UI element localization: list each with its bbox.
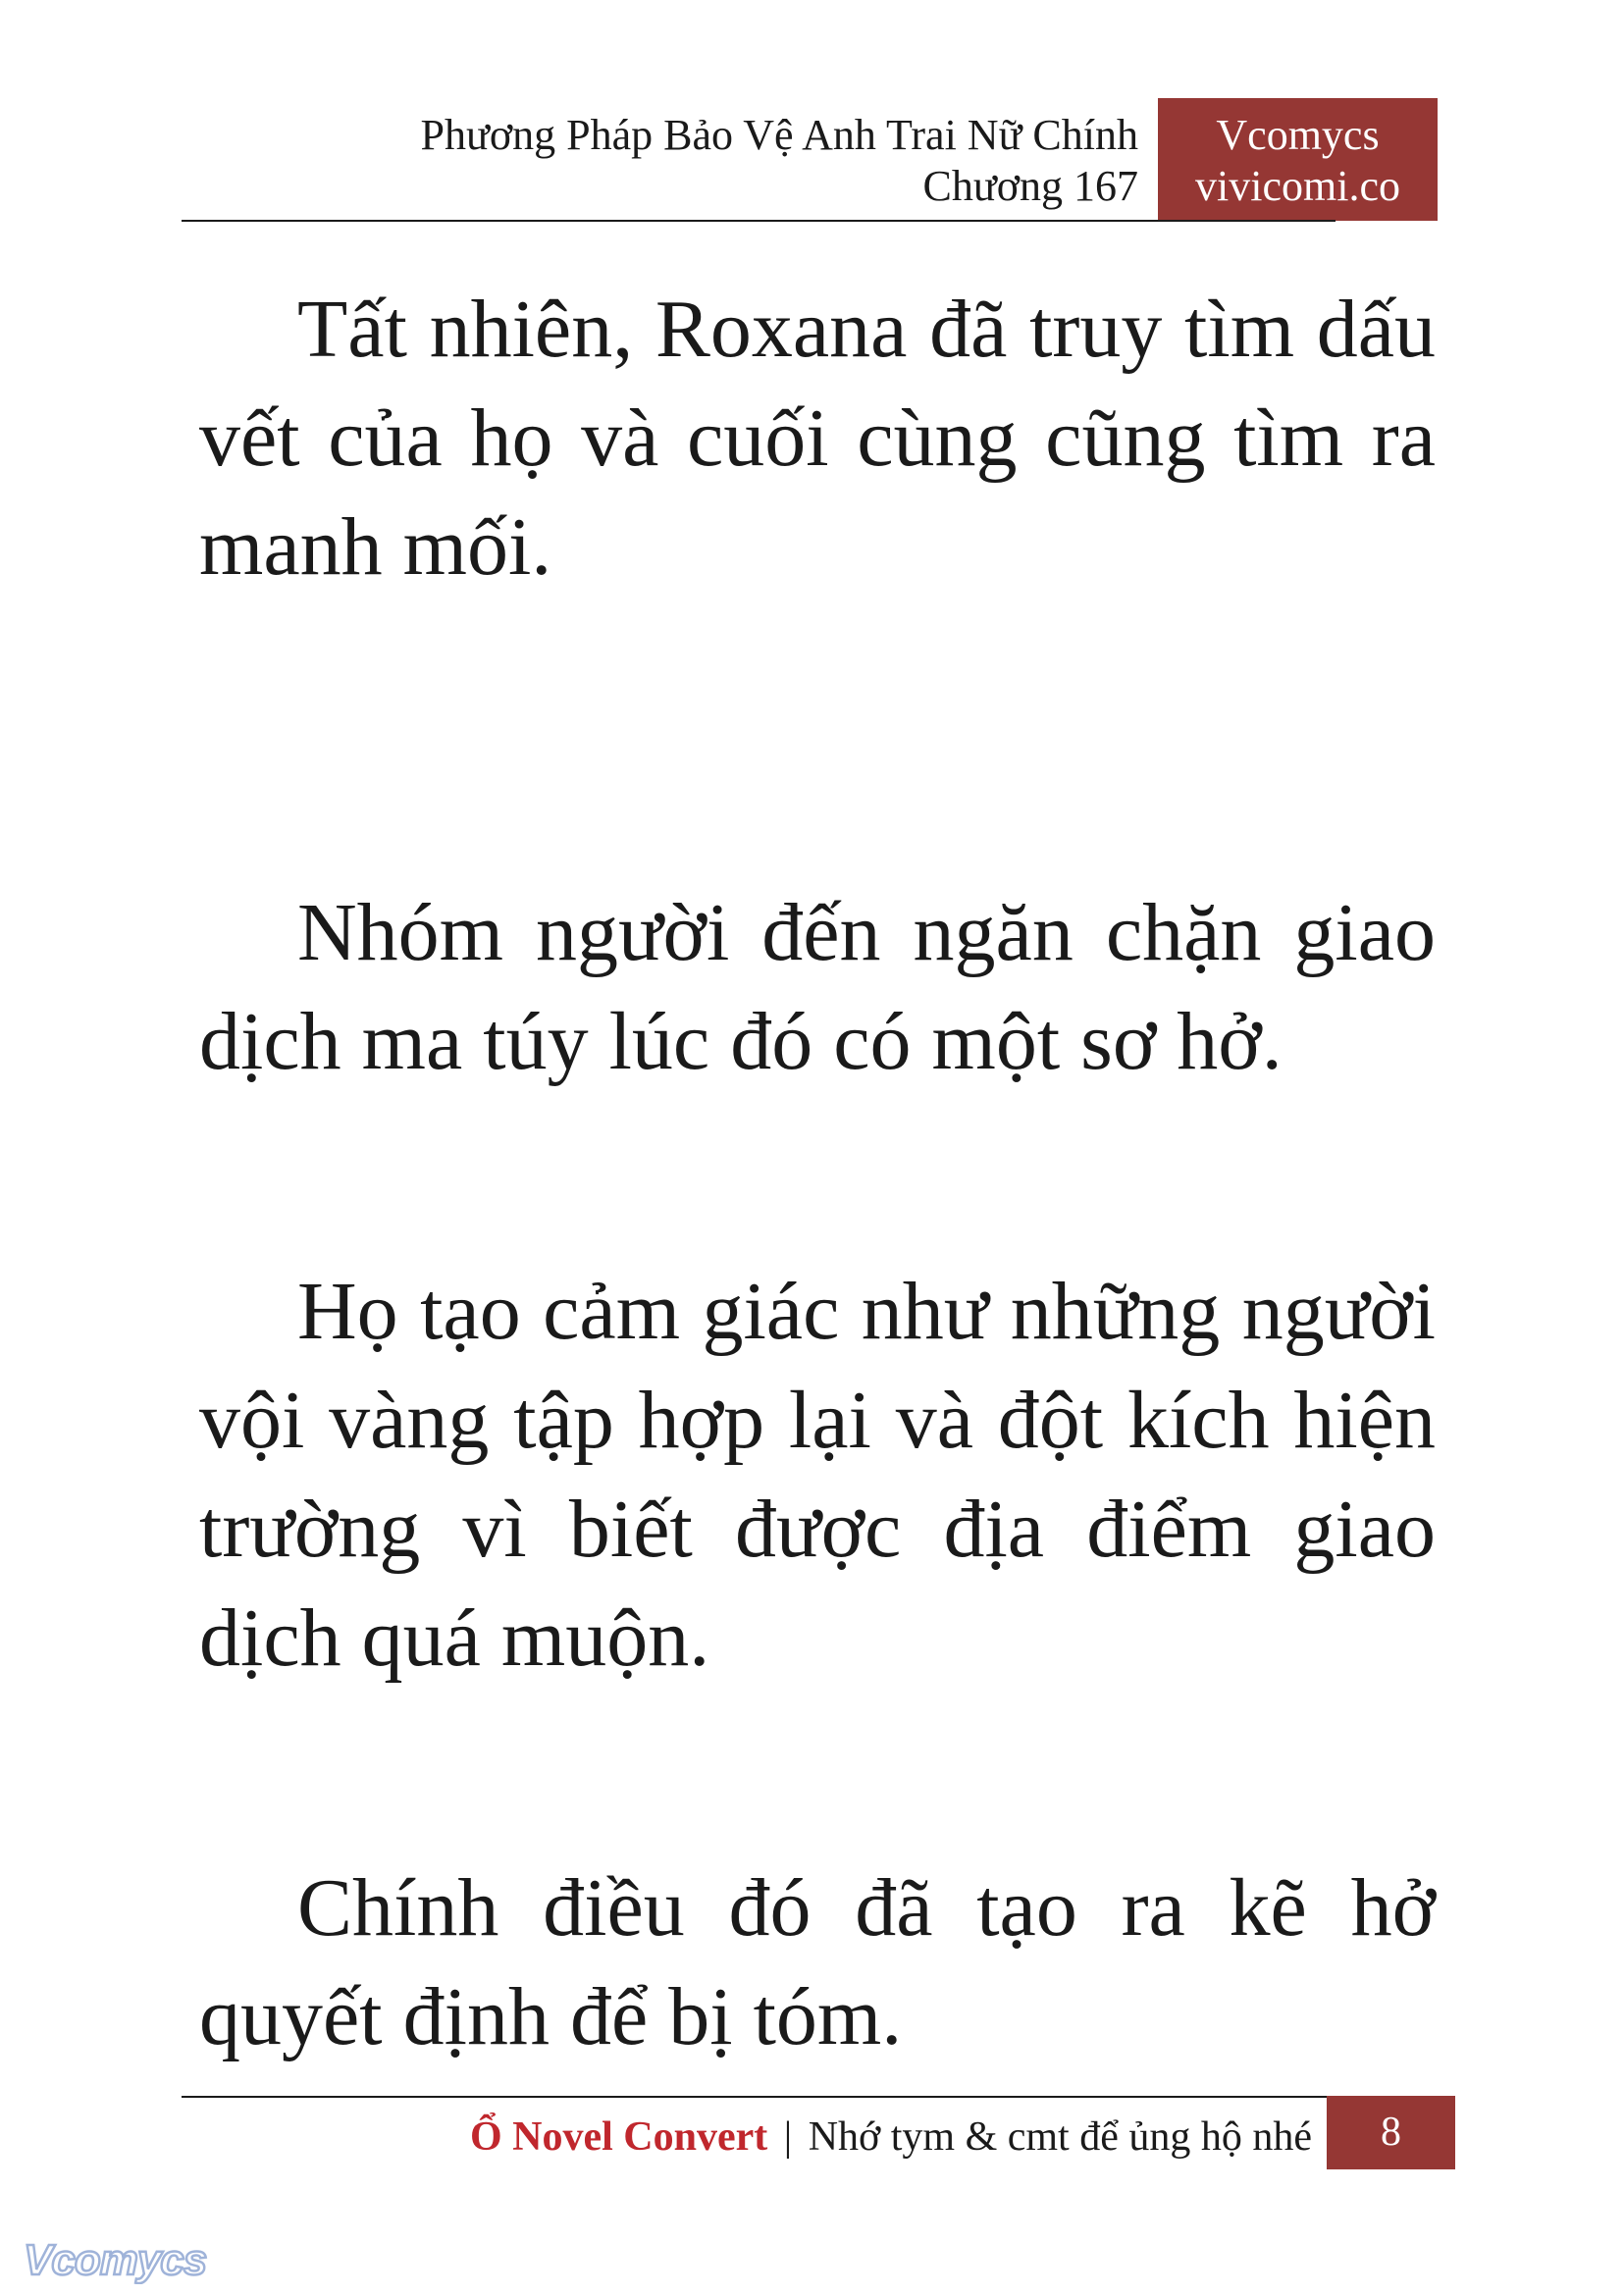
footer-brand: Ổ Novel Convert [469, 2114, 768, 2160]
page-number: 8 [1327, 2096, 1455, 2169]
footer-divider [182, 2096, 1449, 2098]
brand-name: Vcomycs [1216, 111, 1380, 159]
svg-text:Vcomycs: Vcomycs [24, 2236, 207, 2284]
header-brand-box [1158, 98, 1438, 221]
vcomycs-watermark-logo [22, 2235, 247, 2284]
chapter-label: Chương 167 [922, 162, 1138, 210]
header-divider [182, 220, 1336, 222]
paragraph-4: Chính điều đó đã tạo ra kẽ hở quyết định để bị tóm. [199, 1862, 1436, 2062]
book-title: Phương Pháp Bảo Vệ Anh Trai Nữ Chính [420, 111, 1138, 159]
page-header [182, 98, 1433, 221]
header-titles [421, 110, 1138, 212]
brand-site: vivicomi.co [1195, 162, 1400, 210]
paragraph-1: Tất nhiên, Roxana đã truy tìm dấu vết của họ và cuối cùng cũng tìm ra manh mối. [199, 284, 1436, 593]
footer-separator: | [783, 2114, 793, 2160]
paragraph-3: Họ tạo cảm giác như những người vội vàng tập hợp lại và đột kích hiện trường vì biết được địa điểm giao dịch quá muộn. [199, 1266, 1436, 1684]
paragraph-2: Nhóm người đến ngăn chặn giao dịch ma túy lúc đó có một sơ hở. [199, 887, 1436, 1087]
footer-message: Nhớ tym & cmt để ủng hộ nhé [808, 2114, 1312, 2160]
footer-text [470, 2110, 1312, 2165]
page-content [199, 275, 1436, 2071]
